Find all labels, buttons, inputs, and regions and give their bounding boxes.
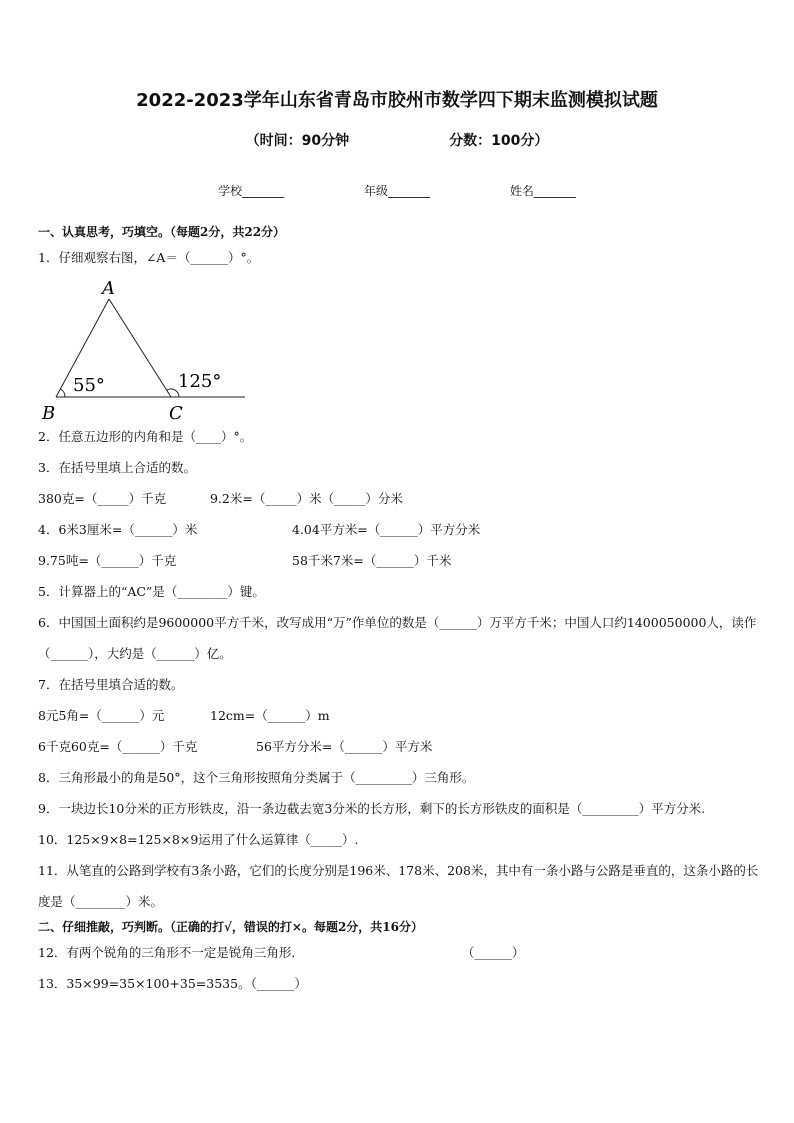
question-4a: 4．6米3厘米=（______）米 (38, 522, 198, 537)
question-7-row-1 (38, 700, 760, 731)
section-heading-true-false: 二、仔细推敲，巧判断。（正确的打√，错误的打×。每题2分，共16分） (38, 920, 423, 934)
question-7c: 6千克60克=（______）千克 (38, 739, 198, 754)
side-ac (109, 299, 171, 397)
question-4d: 58千米7米=（______）千米 (292, 553, 452, 568)
angle-b-label: 55° (73, 375, 105, 396)
label-b: B (42, 403, 56, 421)
question-8: 8．三角形最小的角是50°，这个三角形按照角分类属于（_________）三角形。 (38, 770, 475, 785)
label-a: A (102, 278, 115, 299)
question-9: 9．一块边长10分米的正方形铁皮，沿一条边截去宽3分米的长方形，剩下的长方形铁皮的面积是（_________）平方分米. (38, 801, 706, 816)
question-10: 10．125×9×8=125×8×9运用了什么运算律（_____）. (38, 832, 359, 847)
triangle-diagram (38, 273, 298, 421)
question-3b: 9.2米=（_____）米（_____）分米 (210, 491, 403, 506)
question-3-row (38, 483, 760, 514)
question-7-row-2 (38, 731, 760, 762)
page-title: 2022-2023学年山东省青岛市胶州市数学四下期末监测模拟试题 (136, 90, 658, 111)
exam-content (38, 222, 760, 999)
triangle-figure (38, 273, 760, 421)
question-12-blank: （______） (461, 945, 525, 960)
student-info-line (0, 182, 794, 199)
question-13: 13．35×99=35×100+35=3535。（______） (38, 976, 307, 991)
exam-meta (0, 130, 794, 150)
section-heading-fill-blank: 一、认真思考，巧填空。（每题2分，共22分） (38, 225, 286, 239)
question-5: 5．计算器上的“AC”是（________）键。 (38, 584, 265, 599)
question-11: 11．从笔直的公路到学校有3条小路，它们的长度分别是196米、178米、208米，其中有一条小路与公路是垂直的，这条小路的长度是（________）米。 (38, 863, 759, 909)
question-6: 6．中国国土面积约是9600000平方千米，改写成用“万”作单位的数是（______）万平方千米；中国人口约1400050000人，读作（______），大约是（______）亿。 (38, 615, 757, 661)
question-4-row-2 (38, 545, 760, 576)
name-field: 姓名_______ (509, 184, 576, 198)
question-4b: 4.04平方米=（______）平方分米 (292, 522, 481, 537)
question-4c: 9.75吨=（______）千克 (38, 553, 177, 568)
question-3: 3．在括号里填上合适的数。 (38, 460, 196, 475)
question-7b: 12cm=（______）m (210, 708, 330, 723)
question-3a: 380克=（_____）千克 (38, 491, 167, 506)
question-12 (38, 937, 760, 968)
question-1: 1．仔细观察右图，∠A＝（______）°。 (38, 250, 260, 265)
question-7a: 8元5角=（______）元 (38, 708, 165, 723)
question-7: 7．在括号里填合适的数。 (38, 677, 184, 692)
question-4-row-1 (38, 514, 760, 545)
question-7d: 56平方分米=（______）平方米 (256, 739, 433, 754)
school-field: 学校_______ (218, 184, 285, 198)
question-12-text: 12．有两个锐角的三角形不一定是锐角三角形． (38, 945, 304, 960)
exam-time: （时间：90分钟 (245, 133, 350, 149)
grade-field: 年级_______ (363, 184, 430, 198)
exam-score: 分数：100分） (449, 133, 549, 149)
label-c: C (169, 403, 183, 421)
question-2: 2．任意五边形的内角和是（____）°。 (38, 429, 253, 444)
angle-c-label: 125° (178, 371, 222, 392)
angle-b-arc (61, 389, 66, 397)
